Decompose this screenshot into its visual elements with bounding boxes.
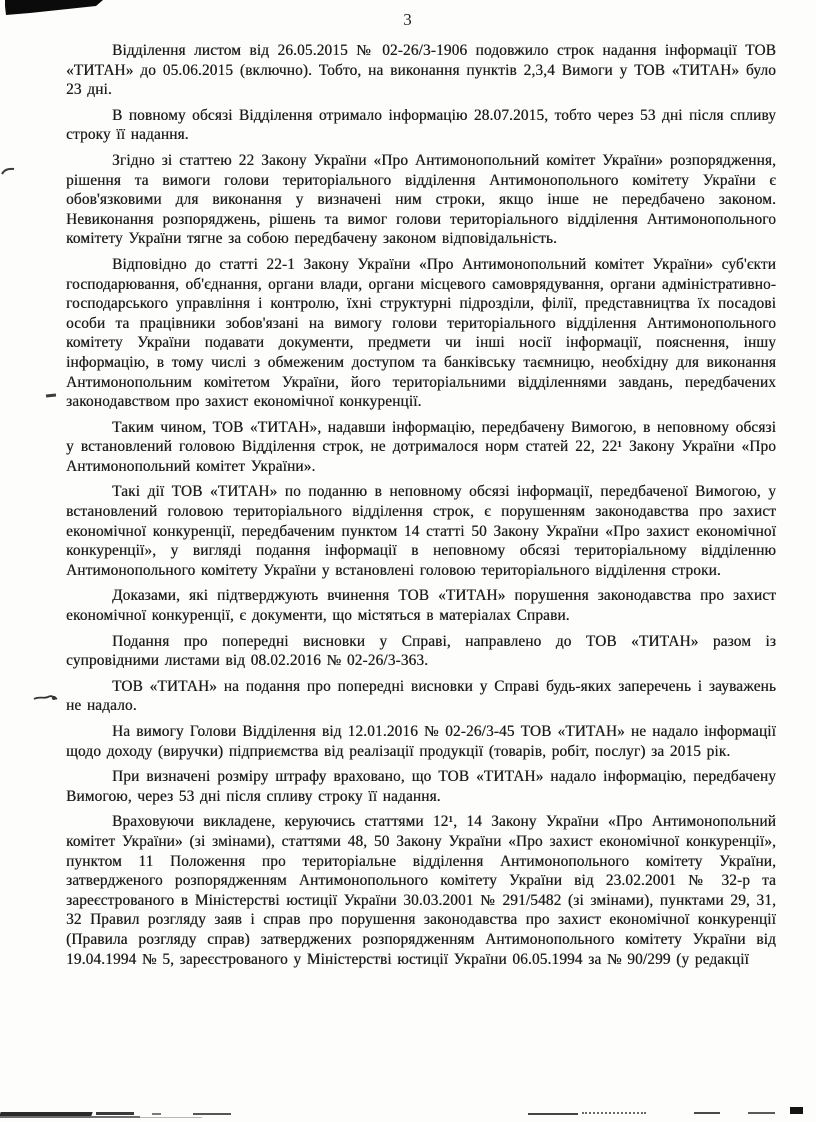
- pen-tick-icon: [1, 164, 17, 178]
- bottom-streak: [694, 1112, 720, 1114]
- bottom-streak: [528, 1113, 578, 1115]
- bottom-ink-square: [790, 1107, 803, 1114]
- paragraph-10: На вимогу Голови Відділення від 12.01.2016 № 02-26/3-45 ТОВ «ТИТАН» не надало інформації щодо доходу (виручки) підприємства від реалізації продукції (товарів, робіт, послуг) за 2015 рік.: [66, 723, 776, 760]
- bottom-streak: [748, 1112, 775, 1114]
- paragraph-1: Відділення листом від 26.05.2015 № 02-26/3-1906 подовжило строк надання інформації ТОВ «ТИТАН» до 05.06.2015 (включно). Тобто, на виконання пунктів 2,3,4 Вимоги у ТОВ «ТИТАН» було 23 дні.: [66, 42, 776, 99]
- bottom-streak: [193, 1113, 231, 1115]
- pen-dash-icon: [46, 393, 56, 397]
- paragraph-4: Відповідно до статті 22-1 Закону України «Про Антимонопольний комітет України» суб'єкти господарювання, об'єднання, органи влади, органи місцевого самоврядування, органи адміністративно-господарського управління і контролю, їхні структурні підрозділи, філії, представництва їх посадові особи та працівники зобов'язані на вимогу голови територіального відділення Антимонопольного комітету України подавати документи, предмети чи інші носії інформації, пояснення, іншу інформацію, в тому числі з обмеженим доступом та банківську таємницю, необхідну для виконання Антимонопольним комітетом України, його територіальними відділеннями завдань, передбачених законодавством про захист економічної конкуренції.: [66, 255, 776, 411]
- pen-squiggle-icon: [33, 691, 59, 705]
- paragraph-2: В повному обсязі Відділення отримало інформацію 28.07.2015, тобто через 53 дні після спливу строку її надання.: [66, 106, 776, 144]
- document-body: [66, 41, 776, 975]
- page-number: 3: [403, 10, 413, 29]
- bottom-streak: [96, 1112, 134, 1115]
- bottom-streak-dotted: [582, 1112, 646, 1114]
- paragraph-12: Враховуючи викладене, керуючись статтями 12¹, 14 Закону України «Про Антимонопольний комітет України» (зі змінами), статтями 48, 50 Закону України «Про захист економічної конкуренції», пунктом 11 Положення про територіальне відділення Антимонопольного комітету України, затвердженого розпорядженням Антимонопольного комітету України від 23.02.2001 № 32-р та зареєстрованого в Міністерстві юстиції України 30.03.2001 № 291/5482 (зі змінами), пунктами 29, 31, 32 Правил розгляду заяв і справ про порушення законодавства про захист економічної конкуренції (Правила розгляду справ) затверджених розпорядженням Антимонопольного комітету України від 19.04.1994 № 5, зареєстрованого у Міністерстві юстиції України 06.05.1994 за № 90/299 (у редакції: [66, 813, 776, 968]
- bottom-streak: [152, 1113, 161, 1115]
- paragraph-6: Такі дії ТОВ «ТИТАН» по поданню в неповному обсязі інформації, передбаченої Вимогою, у встановлений головою територіального відділення строк, є порушенням законодавства про захист економічної конкуренції, передбаченим пунктом 14 статті 50 Закону України «Про захист економічної конкуренції», у вигляді подання інформації в неповному обсязі територіальному відділенню Антимонопольного комітету України у встановлені головою територіального відділення строки.: [66, 483, 776, 579]
- paragraph-9: ТОВ «ТИТАН» на подання про попередні висновки у Справі будь-яких заперечень і зауважень не надало.: [66, 677, 776, 715]
- bottom-streak: [0, 1116, 140, 1118]
- paragraph-8: Подання про попередні висновки у Справі, направлено до ТОВ «ТИТАН» разом із супровідними листами від 08.02.2016 № 02-26/3-363.: [66, 632, 776, 670]
- paragraph-5: Таким чином, ТОВ «ТИТАН», надавши інформацію, передбачену Вимогою, в неповному обсязі у встановлений головою Відділення строк, не дотрималося норм статей 22, 22¹ Закону України «Про Антимонопольний комітет України».: [66, 418, 776, 475]
- paragraph-3: Згідно зі статтею 22 Закону України «Про Антимонопольний комітет України» розпорядження, рішення та вимоги голови територіального відділення Антимонопольного комітету України є обов'язковими для виконання у визначені ним строки, якщо інше не передбачено законом. Невиконання розпоряджень, рішень та вимог голови територіального відділення Антимонопольного комітету України тягне за собою передбачену законом відповідальність.: [66, 151, 776, 248]
- paragraph-7: Доказами, які підтверджують вчинення ТОВ «ТИТАН» порушення законодавства про захист економічної конкуренції, є документи, що містяться в матеріалах Справи.: [66, 587, 776, 625]
- bottom-streak: [140, 1117, 202, 1118]
- paragraph-11: При визначені розміру штрафу враховано, що ТОВ «ТИТАН» надало інформацію, передбачену Вимогою, через 53 дні після спливу строку її надання.: [66, 768, 776, 805]
